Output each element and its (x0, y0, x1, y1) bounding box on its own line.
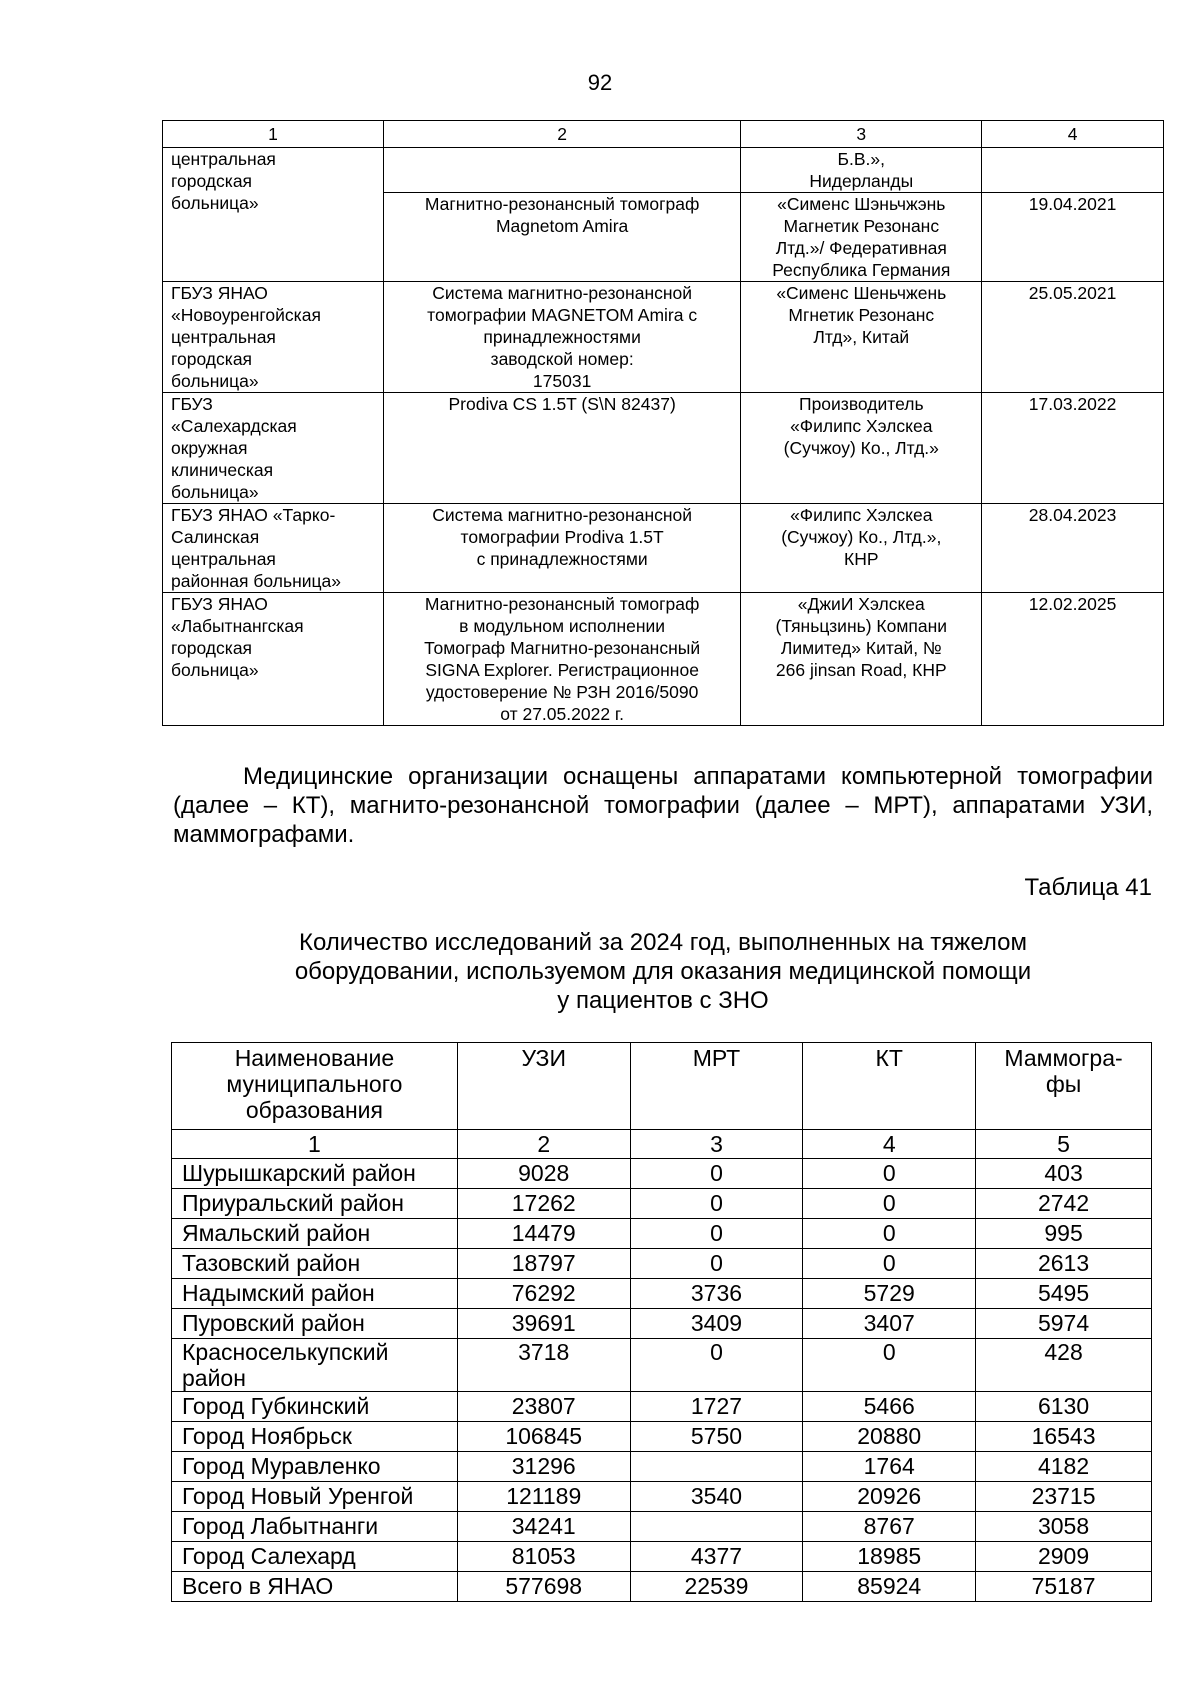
mrt-cell: 3736 (630, 1279, 803, 1309)
mammography-cell: 6130 (976, 1392, 1152, 1422)
kt-cell: 0 (803, 1339, 976, 1392)
date-cell: 12.02.2025 (982, 593, 1164, 726)
stats-table-header (172, 1043, 1152, 1130)
kt-cell: 0 (803, 1159, 976, 1189)
kt-cell: 85924 (803, 1572, 976, 1602)
table-row (172, 1422, 1152, 1452)
page-number: 92 (587, 70, 613, 95)
table-label: Таблица 41 (1024, 874, 1152, 901)
table-row (172, 1279, 1152, 1309)
column-number: 1 (163, 121, 384, 148)
table-row (172, 1339, 1152, 1392)
mrt-cell: 3540 (630, 1482, 803, 1512)
mammography-cell: 23715 (976, 1482, 1152, 1512)
mrt-cell (630, 1452, 803, 1482)
mammography-cell: 16543 (976, 1422, 1152, 1452)
uzi-cell: 577698 (457, 1572, 630, 1602)
mammography-cell: 2613 (976, 1249, 1152, 1279)
mammography-cell: 428 (976, 1339, 1152, 1392)
kt-cell: 1764 (803, 1452, 976, 1482)
manufacturer-cell: «ДжиИ Хэлскеа (Тяньцзинь) Компани Лимитед» Китай, № 266 jinsan Road, КНР (741, 593, 982, 726)
organization-cell: центральная городская больница» (163, 148, 384, 282)
table-row (163, 593, 1164, 726)
manufacturer-cell: Производитель «Филипс Хэлскеа (Сучжоу) Ко., Лтд.» (741, 393, 982, 504)
table-row (172, 1159, 1152, 1189)
kt-cell: 5729 (803, 1279, 976, 1309)
municipality-cell: Шурышкарский район (172, 1159, 458, 1189)
mammography-cell: 5974 (976, 1309, 1152, 1339)
mammography-cell: 75187 (976, 1572, 1152, 1602)
body-paragraph: Медицинские организации оснащены аппаратами компьютерной томографии (далее – КТ), магнито-резонансной томографии (далее – МРТ), аппаратами УЗИ, маммографами. (173, 763, 1153, 848)
municipality-cell: Надымский район (172, 1279, 458, 1309)
column-number: 5 (976, 1130, 1152, 1159)
uzi-cell: 18797 (457, 1249, 630, 1279)
uzi-cell: 31296 (457, 1452, 630, 1482)
kt-cell: 0 (803, 1219, 976, 1249)
municipality-cell: Город Губкинский (172, 1392, 458, 1422)
equipment-table-header (163, 121, 1164, 148)
table-row (172, 1452, 1152, 1482)
equipment-table (162, 120, 1164, 726)
table-row (172, 1189, 1152, 1219)
header-uzi: УЗИ (457, 1043, 630, 1130)
uzi-cell: 9028 (457, 1159, 630, 1189)
manufacturer-cell: «Сименс Шеньчжень Мгнетик Резонанс Лтд», Китай (741, 282, 982, 393)
municipality-cell: Город Салехард (172, 1542, 458, 1572)
column-number: 4 (982, 121, 1164, 148)
table-title: Количество исследований за 2024 год, выполненных на тяжелом оборудовании, используемом для оказания медицинской помощи у пациентов с ЗНО (294, 929, 1032, 1014)
organization-cell: ГБУЗ ЯНАО «Тарко- Салинская центральная районная больница» (163, 504, 384, 593)
table-row (172, 1219, 1152, 1249)
mrt-cell: 0 (630, 1249, 803, 1279)
header-kt: КТ (803, 1043, 976, 1130)
table-row (172, 1392, 1152, 1422)
kt-cell: 20926 (803, 1482, 976, 1512)
organization-cell: ГБУЗ ЯНАО «Лабытнангская городская больница» (163, 593, 384, 726)
uzi-cell: 76292 (457, 1279, 630, 1309)
table-row (172, 1309, 1152, 1339)
device-cell: Prodiva CS 1.5T (S\N 82437) (383, 393, 741, 504)
kt-cell: 0 (803, 1249, 976, 1279)
device-cell: Магнитно-резонансный томограф в модульном исполнении Томограф Магнитно-резонансный SIGNA Explorer. Регистрационное удостоверение № РЗН 2016/5090 от 27.05.2022 г. (383, 593, 741, 726)
table-row (163, 504, 1164, 593)
uzi-cell: 106845 (457, 1422, 630, 1452)
table-row (172, 1572, 1152, 1602)
mrt-cell: 0 (630, 1189, 803, 1219)
mrt-cell: 0 (630, 1339, 803, 1392)
mammography-cell: 2909 (976, 1542, 1152, 1572)
uzi-cell: 81053 (457, 1542, 630, 1572)
mammography-cell: 2742 (976, 1189, 1152, 1219)
municipality-cell: Тазовский район (172, 1249, 458, 1279)
municipality-cell: Красноселькупский район (172, 1339, 458, 1392)
column-number: 3 (630, 1130, 803, 1159)
header-mammography: Маммогра- фы (976, 1043, 1152, 1130)
date-cell: 25.05.2021 (982, 282, 1164, 393)
stats-table (171, 1042, 1152, 1602)
date-cell: 17.03.2022 (982, 393, 1164, 504)
device-cell: Система магнитно-резонансной томографии Prodiva 1.5T с принадлежностями (383, 504, 741, 593)
date-cell: 28.04.2023 (982, 504, 1164, 593)
mammography-cell: 995 (976, 1219, 1152, 1249)
column-number: 4 (803, 1130, 976, 1159)
table-row (172, 1482, 1152, 1512)
municipality-cell: Город Муравленко (172, 1452, 458, 1482)
table-row (163, 282, 1164, 393)
date-cell: 19.04.2021 (982, 193, 1164, 282)
table-row (172, 1512, 1152, 1542)
table-row (172, 1249, 1152, 1279)
manufacturer-cell: Б.В.», Нидерланды (741, 148, 982, 193)
mrt-cell (630, 1512, 803, 1542)
mrt-cell: 4377 (630, 1542, 803, 1572)
column-number: 2 (383, 121, 741, 148)
mrt-cell: 5750 (630, 1422, 803, 1452)
municipality-cell: Город Лабытнанги (172, 1512, 458, 1542)
table-row (163, 148, 1164, 193)
column-number: 3 (741, 121, 982, 148)
mrt-cell: 1727 (630, 1392, 803, 1422)
column-number: 2 (457, 1130, 630, 1159)
device-cell (383, 148, 741, 193)
header-municipality: Наименование муниципального образования (172, 1043, 458, 1130)
table-row (163, 393, 1164, 504)
uzi-cell: 23807 (457, 1392, 630, 1422)
municipality-cell: Ямальский район (172, 1219, 458, 1249)
kt-cell: 3407 (803, 1309, 976, 1339)
device-cell: Магнитно-резонансный томограф Magnetom Amira (383, 193, 741, 282)
mrt-cell: 0 (630, 1159, 803, 1189)
mammography-cell: 3058 (976, 1512, 1152, 1542)
municipality-cell: Пуровский район (172, 1309, 458, 1339)
header-mrt: МРТ (630, 1043, 803, 1130)
mrt-cell: 3409 (630, 1309, 803, 1339)
uzi-cell: 39691 (457, 1309, 630, 1339)
mammography-cell: 4182 (976, 1452, 1152, 1482)
manufacturer-cell: «Филипс Хэлскеа (Сучжоу) Ко., Лтд.», КНР (741, 504, 982, 593)
kt-cell: 18985 (803, 1542, 976, 1572)
uzi-cell: 17262 (457, 1189, 630, 1219)
organization-cell: ГБУЗ ЯНАО «Новоуренгойская центральная городская больница» (163, 282, 384, 393)
column-numbers-row (172, 1130, 1152, 1159)
uzi-cell: 14479 (457, 1219, 630, 1249)
mammography-cell: 5495 (976, 1279, 1152, 1309)
mrt-cell: 22539 (630, 1572, 803, 1602)
municipality-cell: Всего в ЯНАО (172, 1572, 458, 1602)
uzi-cell: 34241 (457, 1512, 630, 1542)
organization-cell: ГБУЗ «Салехардская окружная клиническая больница» (163, 393, 384, 504)
kt-cell: 5466 (803, 1392, 976, 1422)
municipality-cell: Город Новый Уренгой (172, 1482, 458, 1512)
mrt-cell: 0 (630, 1219, 803, 1249)
mammography-cell: 403 (976, 1159, 1152, 1189)
manufacturer-cell: «Сименс Шэньчжэнь Магнетик Резонанс Лтд.»/ Федеративная Республика Германия (741, 193, 982, 282)
uzi-cell: 3718 (457, 1339, 630, 1392)
uzi-cell: 121189 (457, 1482, 630, 1512)
kt-cell: 20880 (803, 1422, 976, 1452)
kt-cell: 0 (803, 1189, 976, 1219)
municipality-cell: Город Ноябрьск (172, 1422, 458, 1452)
municipality-cell: Приуральский район (172, 1189, 458, 1219)
device-cell: Система магнитно-резонансной томографии MAGNETOM Amira с принадлежностями заводской номер: 175031 (383, 282, 741, 393)
date-cell (982, 148, 1164, 193)
column-number: 1 (172, 1130, 458, 1159)
kt-cell: 8767 (803, 1512, 976, 1542)
table-row (172, 1542, 1152, 1572)
